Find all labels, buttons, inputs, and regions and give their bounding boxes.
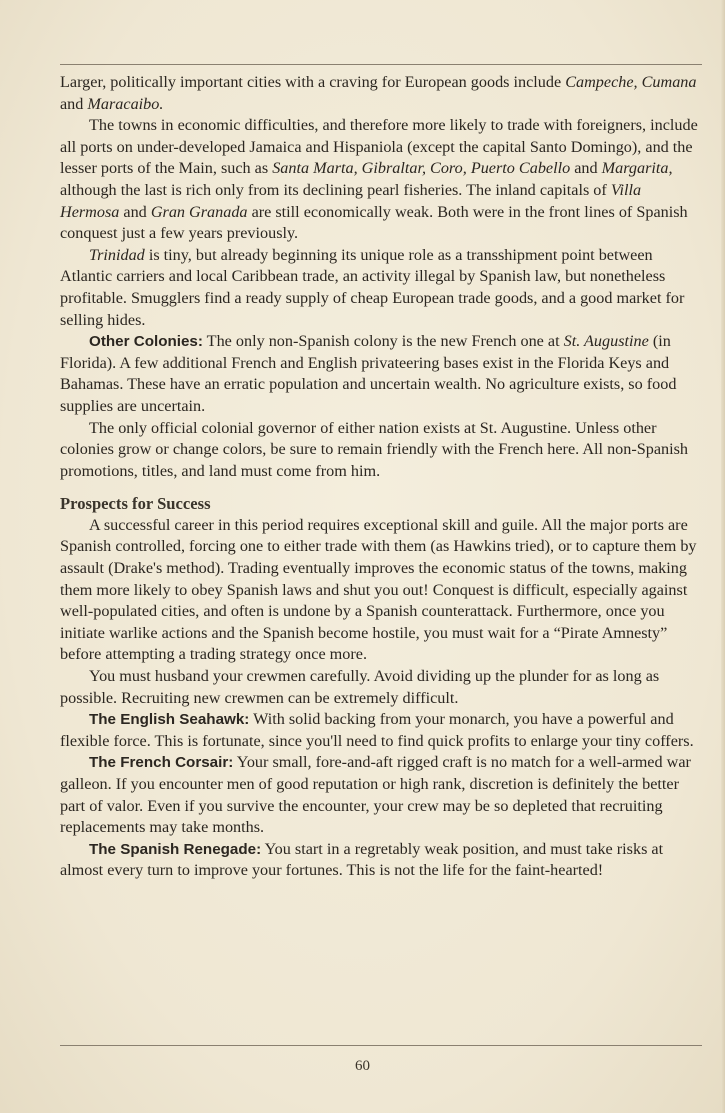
italic-text: Gran Granada [150,202,248,221]
paragraph [60,709,702,752]
paragraph [60,418,702,483]
text-run: and [60,94,88,113]
text-run: are still economically weak. Both were in the front lines of Spanish conquest just a few years previously. [60,202,688,243]
paragraph [60,515,702,666]
text-run: You must husband your crewmen carefully. Avoid dividing up the plunder for as long as possible. Recruiting new crewmen can be extremely difficult. [60,667,660,707]
paragraph [60,839,702,882]
paragraph [60,245,702,331]
italic-text: St. Augustine [563,332,649,351]
bottom-rule [60,1045,702,1046]
text-run: Larger, politically important cities with a craving for European goods include [60,73,566,91]
text-run: The only official colonial governor of either nation exists at St. Augustine. Unless other colonies grow or change colors, be sure to remain friendly with the French here. All non-Spanish promotions, titles, and land must come from him. [60,418,688,480]
top-rule [60,64,702,65]
lead-in-heading: The French Corsair: [89,754,234,772]
text-run: The towns in economic difficulties, and therefore more likely to trade with foreigners, include all ports on under-developed Jamaica and Hispaniola (except the capital Santo Domingo), and the lesser ports of the Main, such as [60,116,698,178]
lead-in-heading: The English Seahawk: [89,711,250,729]
lead-in-heading: Other Colonies: [89,333,203,351]
paragraph [60,115,702,245]
text-run: A successful career in this period requires exceptional skill and guile. All the major ports are Spanish controlled, forcing one to either trade with them (as Hawkins tried), or to capture them by assault (Drake's method). Trading eventually improves the economic status of the towns, making them more likely to obey Spanish laws and shut you out! Conquest is difficult, especially against well-populated cities, and often is undone by a Spanish counterattack. Furthermore, once you initiate warlike actions and the Spanish become hostile, you must wait for a “Pirate Amnesty” before attempting a trading strategy once more. [60,515,697,664]
text-run: You start in a regretably weak position, and must take risks at almost every turn to improve your fortunes. This is not the life for the faint-hearted! [60,839,664,880]
italic-text: Margarita, [601,159,673,178]
text-run: and [570,159,602,178]
page-edge [721,0,725,1113]
italic-text: Villa Hermosa [60,180,642,221]
text-run: although the last is rich only from its declining pearl fisheries. The inland capitals of [60,180,611,199]
italic-text: Santa Marta, Gibraltar, Coro, Puerto Cabello [272,159,571,178]
body-text [60,72,702,882]
text-run: Your small, fore-and-aft rigged craft is no match for a well-armed war galleon. If you encounter men of good reputation or high rank, discretion is definitely the better part of valor. Even if you survive the encounter, your crew may be so depleted that recruiting replacements may take months. [60,753,691,837]
paragraph [60,331,702,417]
page-number: 60 [355,1058,370,1074]
paragraph [60,72,702,115]
italic-text: Maracaibo. [87,94,164,113]
text-run: and [119,202,151,221]
text-run: (in Florida). A few additional French and English privateering bases exist in the Florida Keys and Bahamas. These have an erratic population and uncertain wealth. No agriculture exists, so food supplies are uncertain. [60,332,677,415]
italic-text: Campeche, Cumana [565,73,697,91]
section-heading: Prospects for Success [60,494,211,514]
italic-text: Trinidad [89,245,145,264]
lead-in-heading: The Spanish Renegade: [89,840,262,858]
text-run: is tiny, but already beginning its unique role as a transshipment point between Atlantic carriers and local Caribbean trade, an activity illegal by Spanish law, but nonetheless profitable. Smugglers find a ready supply of cheap European trade goods, and a good market for selling hides. [60,245,685,329]
text-run: The only non-Spanish colony is the new French one at [202,332,564,351]
text-run: With solid backing from your monarch, you have a powerful and flexible force. This is fortunate, since you'll need to find quick profits to enlarge your tiny coffers. [60,710,694,750]
paragraph [60,666,702,709]
paragraph [60,752,702,838]
